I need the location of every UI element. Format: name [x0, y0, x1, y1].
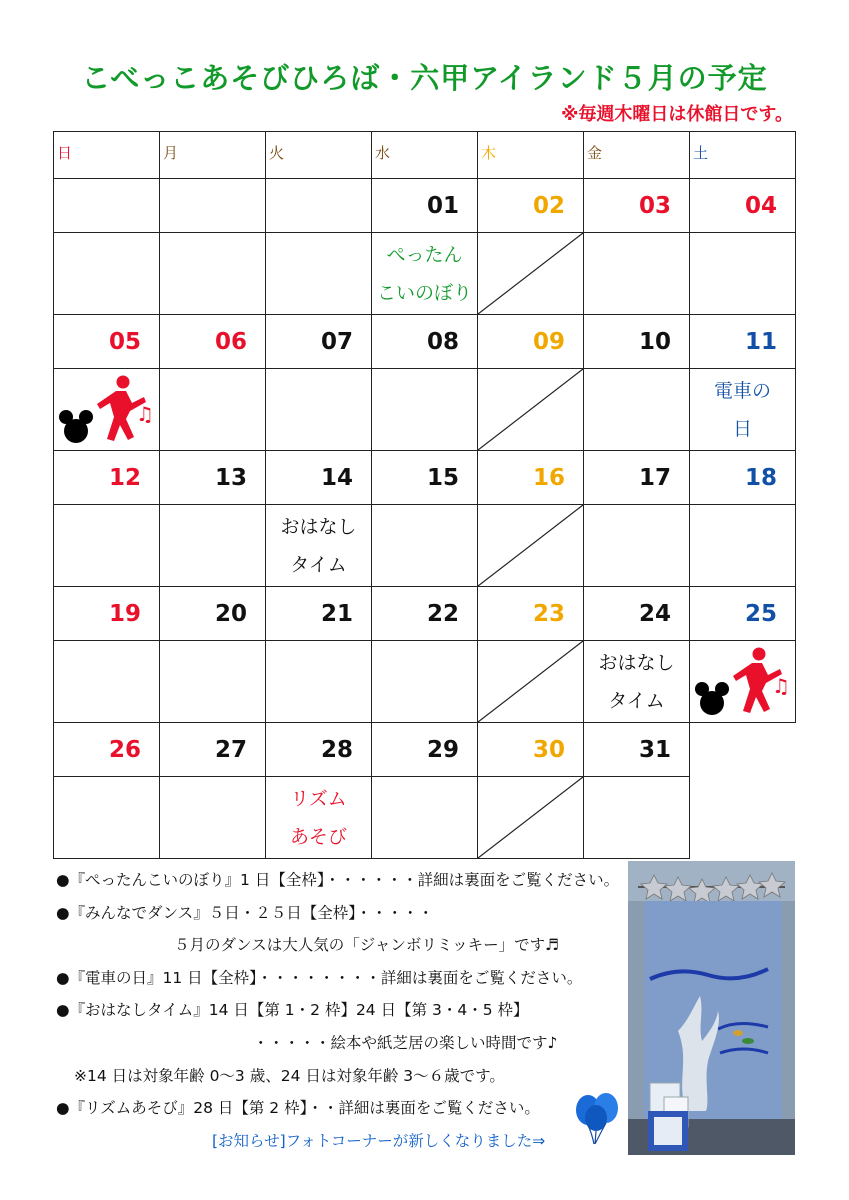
date-cell: 11: [690, 315, 796, 369]
closed-cell: [478, 777, 584, 859]
empty-cell: [690, 777, 796, 859]
event-row: [54, 777, 796, 859]
date-cell: [54, 179, 160, 233]
closed-cell: [478, 233, 584, 315]
event-cell-dance: [690, 641, 796, 723]
svg-text:♫: ♫: [136, 402, 154, 426]
date-row: [54, 451, 796, 505]
date-cell: 03: [584, 179, 690, 233]
event-cell: [160, 233, 266, 315]
date-cell: 28: [266, 723, 372, 777]
event-cell: [372, 505, 478, 587]
event-cell: [160, 505, 266, 587]
date-cell: 01: [372, 179, 478, 233]
date-cell: 16: [478, 451, 584, 505]
event-cell-ohanashi: [266, 505, 372, 587]
date-cell: 22: [372, 587, 478, 641]
date-row: [54, 179, 796, 233]
weekday-fri: 金: [584, 132, 690, 179]
date-cell: 04: [690, 179, 796, 233]
date-cell: 20: [160, 587, 266, 641]
date-cell: 12: [54, 451, 160, 505]
calendar-table: [53, 131, 796, 859]
date-cell: 02: [478, 179, 584, 233]
event-cell: [160, 369, 266, 451]
note-ohanashi: ●『おはなしタイム』14 日【第 1・2 枠】24 日【第 3・4・5 枠】: [56, 1001, 529, 1020]
event-text: あそび: [289, 825, 347, 848]
event-text: タイム: [290, 553, 347, 576]
date-cell: 29: [372, 723, 478, 777]
note-dance-detail: ５月のダンスは大人気の「ジャンボリミッキー」です♬: [174, 936, 559, 955]
event-cell: [584, 369, 690, 451]
event-cell: [54, 505, 160, 587]
date-row: [54, 315, 796, 369]
event-cell-pettan: [372, 233, 478, 315]
event-cell-dance: [54, 369, 160, 451]
date-cell: 06: [160, 315, 266, 369]
event-cell: [160, 641, 266, 723]
event-text: こいのぼり: [376, 281, 472, 304]
date-cell: 10: [584, 315, 690, 369]
event-text: タイム: [608, 689, 665, 712]
date-cell: 25: [690, 587, 796, 641]
event-cell-ohanashi-24: [584, 641, 690, 723]
event-text: おはなし: [280, 515, 357, 538]
event-row: [54, 641, 796, 723]
weekday-thu: 木: [478, 132, 584, 179]
event-cell: [266, 233, 372, 315]
date-cell: 14: [266, 451, 372, 505]
date-cell: 17: [584, 451, 690, 505]
event-notes: [56, 864, 620, 1157]
photo-corner-image: [628, 861, 795, 1155]
date-cell: 23: [478, 587, 584, 641]
closed-note: ※毎週木曜日は休館日です。: [560, 104, 793, 125]
closed-slash: [478, 369, 583, 450]
event-text: ぺったん: [386, 243, 463, 266]
date-cell: 05: [54, 315, 160, 369]
event-cell: [584, 505, 690, 587]
weekday-sun: 日: [54, 132, 160, 179]
weekday-mon: 月: [160, 132, 266, 179]
event-cell: [584, 233, 690, 315]
event-cell: [266, 369, 372, 451]
date-cell: 18: [690, 451, 796, 505]
empty-cell: [690, 723, 796, 777]
weekday-sat: 土: [690, 132, 796, 179]
mickey-dance-icon: [692, 645, 796, 721]
event-row: [54, 505, 796, 587]
event-text: 電車の: [713, 379, 771, 402]
closed-cell: [478, 641, 584, 723]
date-cell: 19: [54, 587, 160, 641]
date-row: [54, 723, 796, 777]
date-cell: 08: [372, 315, 478, 369]
note-dance: ●『みんなでダンス』５日・２５日【全枠】・・・・・: [56, 903, 434, 922]
event-text: おはなし: [598, 651, 675, 674]
note-ohanashi-age: ※14 日は対象年齢 0～3 歳、24 日は対象年齢 3～６歳です。: [74, 1066, 505, 1085]
weekday-row: [54, 132, 796, 179]
event-cell: [690, 233, 796, 315]
event-cell-densha: [690, 369, 796, 451]
date-row: [54, 587, 796, 641]
page-title: こべっこあそびひろば・六甲アイランド５月の予定: [81, 61, 768, 95]
notice-photo-corner: [お知らせ]フォトコーナーが新しくなりました⇒: [212, 1131, 546, 1150]
closed-cell: [478, 505, 584, 587]
event-text: リズム: [290, 787, 347, 810]
closed-cell: [478, 369, 584, 451]
closed-slash: [478, 777, 583, 858]
date-cell: 27: [160, 723, 266, 777]
date-cell: 21: [266, 587, 372, 641]
event-cell-rhythm: [266, 777, 372, 859]
event-cell: [54, 233, 160, 315]
event-cell: [160, 777, 266, 859]
balloons-icon: [572, 1092, 624, 1146]
event-cell: [54, 777, 160, 859]
date-cell: 13: [160, 451, 266, 505]
closed-slash: [478, 505, 583, 586]
weekday-wed: 水: [372, 132, 478, 179]
date-cell: 31: [584, 723, 690, 777]
note-pettan: ●『ぺったんこいのぼり』1 日【全枠】・・・・・・詳細は裏面をご覧ください。: [56, 871, 620, 889]
date-cell: [160, 179, 266, 233]
event-cell: [690, 505, 796, 587]
svg-text:♫: ♫: [772, 674, 790, 698]
closed-slash: [478, 641, 583, 722]
event-cell: [372, 369, 478, 451]
note-rhythm: ●『リズムあそび』28 日【第 2 枠】・・詳細は裏面をご覧ください。: [56, 1099, 540, 1118]
event-cell: [54, 641, 160, 723]
event-cell: [372, 777, 478, 859]
date-cell: 26: [54, 723, 160, 777]
date-cell: 30: [478, 723, 584, 777]
note-ohanashi-detail: ・・・・・絵本や紙芝居の楽しい時間です♪: [253, 1033, 558, 1052]
weekday-tue: 火: [266, 132, 372, 179]
event-cell: [266, 641, 372, 723]
date-cell: 09: [478, 315, 584, 369]
date-cell: 15: [372, 451, 478, 505]
event-cell: [584, 777, 690, 859]
mickey-dance-icon: [56, 373, 160, 449]
note-densha: ●『電車の日』11 日【全枠】・・・・・・・・詳細は裏面をご覧ください。: [56, 968, 583, 987]
date-cell: [266, 179, 372, 233]
closed-slash: [478, 233, 583, 314]
event-cell: [372, 641, 478, 723]
event-row: [54, 233, 796, 315]
date-cell: 24: [584, 587, 690, 641]
date-cell: 07: [266, 315, 372, 369]
event-text: 日: [732, 417, 752, 440]
event-row: [54, 369, 796, 451]
